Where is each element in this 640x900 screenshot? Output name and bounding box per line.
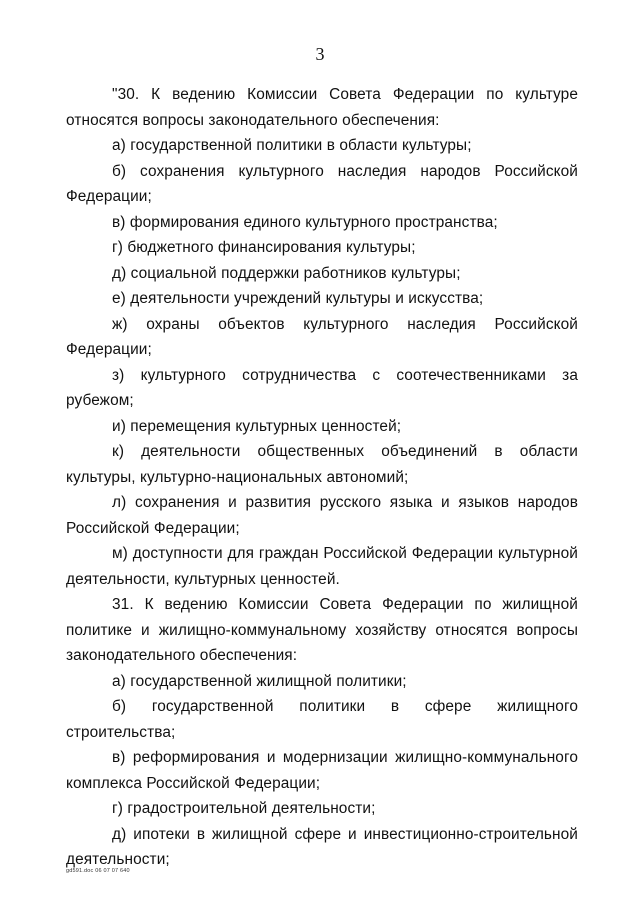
list-item-30-i: и) перемещения культурных ценностей; <box>112 417 402 435</box>
list-item-30-b: б) сохранения культурного наследия народов Российской Федерации; <box>66 162 578 205</box>
list-item-31-b: б) государственной политики в сфере жилищного строительства; <box>66 698 578 741</box>
list-item-31-d: д) ипотеки в жилищной сфере и инвестиционно-строительной деятельности; <box>66 825 578 868</box>
list-item-30-l: л) сохранения и развития русского языка и языков народов Российской Федерации; <box>66 494 578 537</box>
list-item-30-a: а) государственной политики в области культуры; <box>112 137 472 154</box>
list-item-30-g: г) бюджетного финансирования культуры; <box>112 239 416 256</box>
list-item-30-v: в) формирования единого культурного пространства; <box>112 213 498 231</box>
paragraph-30-intro: "30. К ведению Комиссии Совета Федерации по культуре относятся вопросы законодательного обеспечения: <box>66 86 578 129</box>
paragraph-31-intro: 31. К ведению Комиссии Совета Федерации по жилищной политике и жилищно-коммунальному хозяйству относятся вопросы законодательного обеспечения: <box>66 596 578 664</box>
list-item-31-v: в) реформирования и модернизации жилищно-коммунального комплекса Российской Федерации; <box>66 749 578 792</box>
list-item-31-g: г) градостроительной деятельности; <box>112 800 376 817</box>
list-item-30-d: д) социальной поддержки работников культуры; <box>112 264 461 282</box>
document-body <box>66 82 578 873</box>
page-number: 3 <box>315 44 325 64</box>
list-item-30-k: к) деятельности общественных объединений в области культуры, культурно-национальных автономий; <box>66 443 578 486</box>
list-item-30-m: м) доступности для граждан Российской Федерации культурной деятельности, культурных ценностей. <box>66 545 578 588</box>
list-item-31-a: а) государственной жилищной политики; <box>112 672 407 690</box>
list-item-30-zh: ж) охраны объектов культурного наследия Российской Федерации; <box>66 315 578 358</box>
list-item-30-e: е) деятельности учреждений культуры и искусства; <box>112 290 484 307</box>
document-footer: gd591.doc 06 07 07 640 <box>66 868 130 874</box>
list-item-30-z: з) культурного сотрудничества с соотечественниками за рубежом; <box>66 366 578 409</box>
